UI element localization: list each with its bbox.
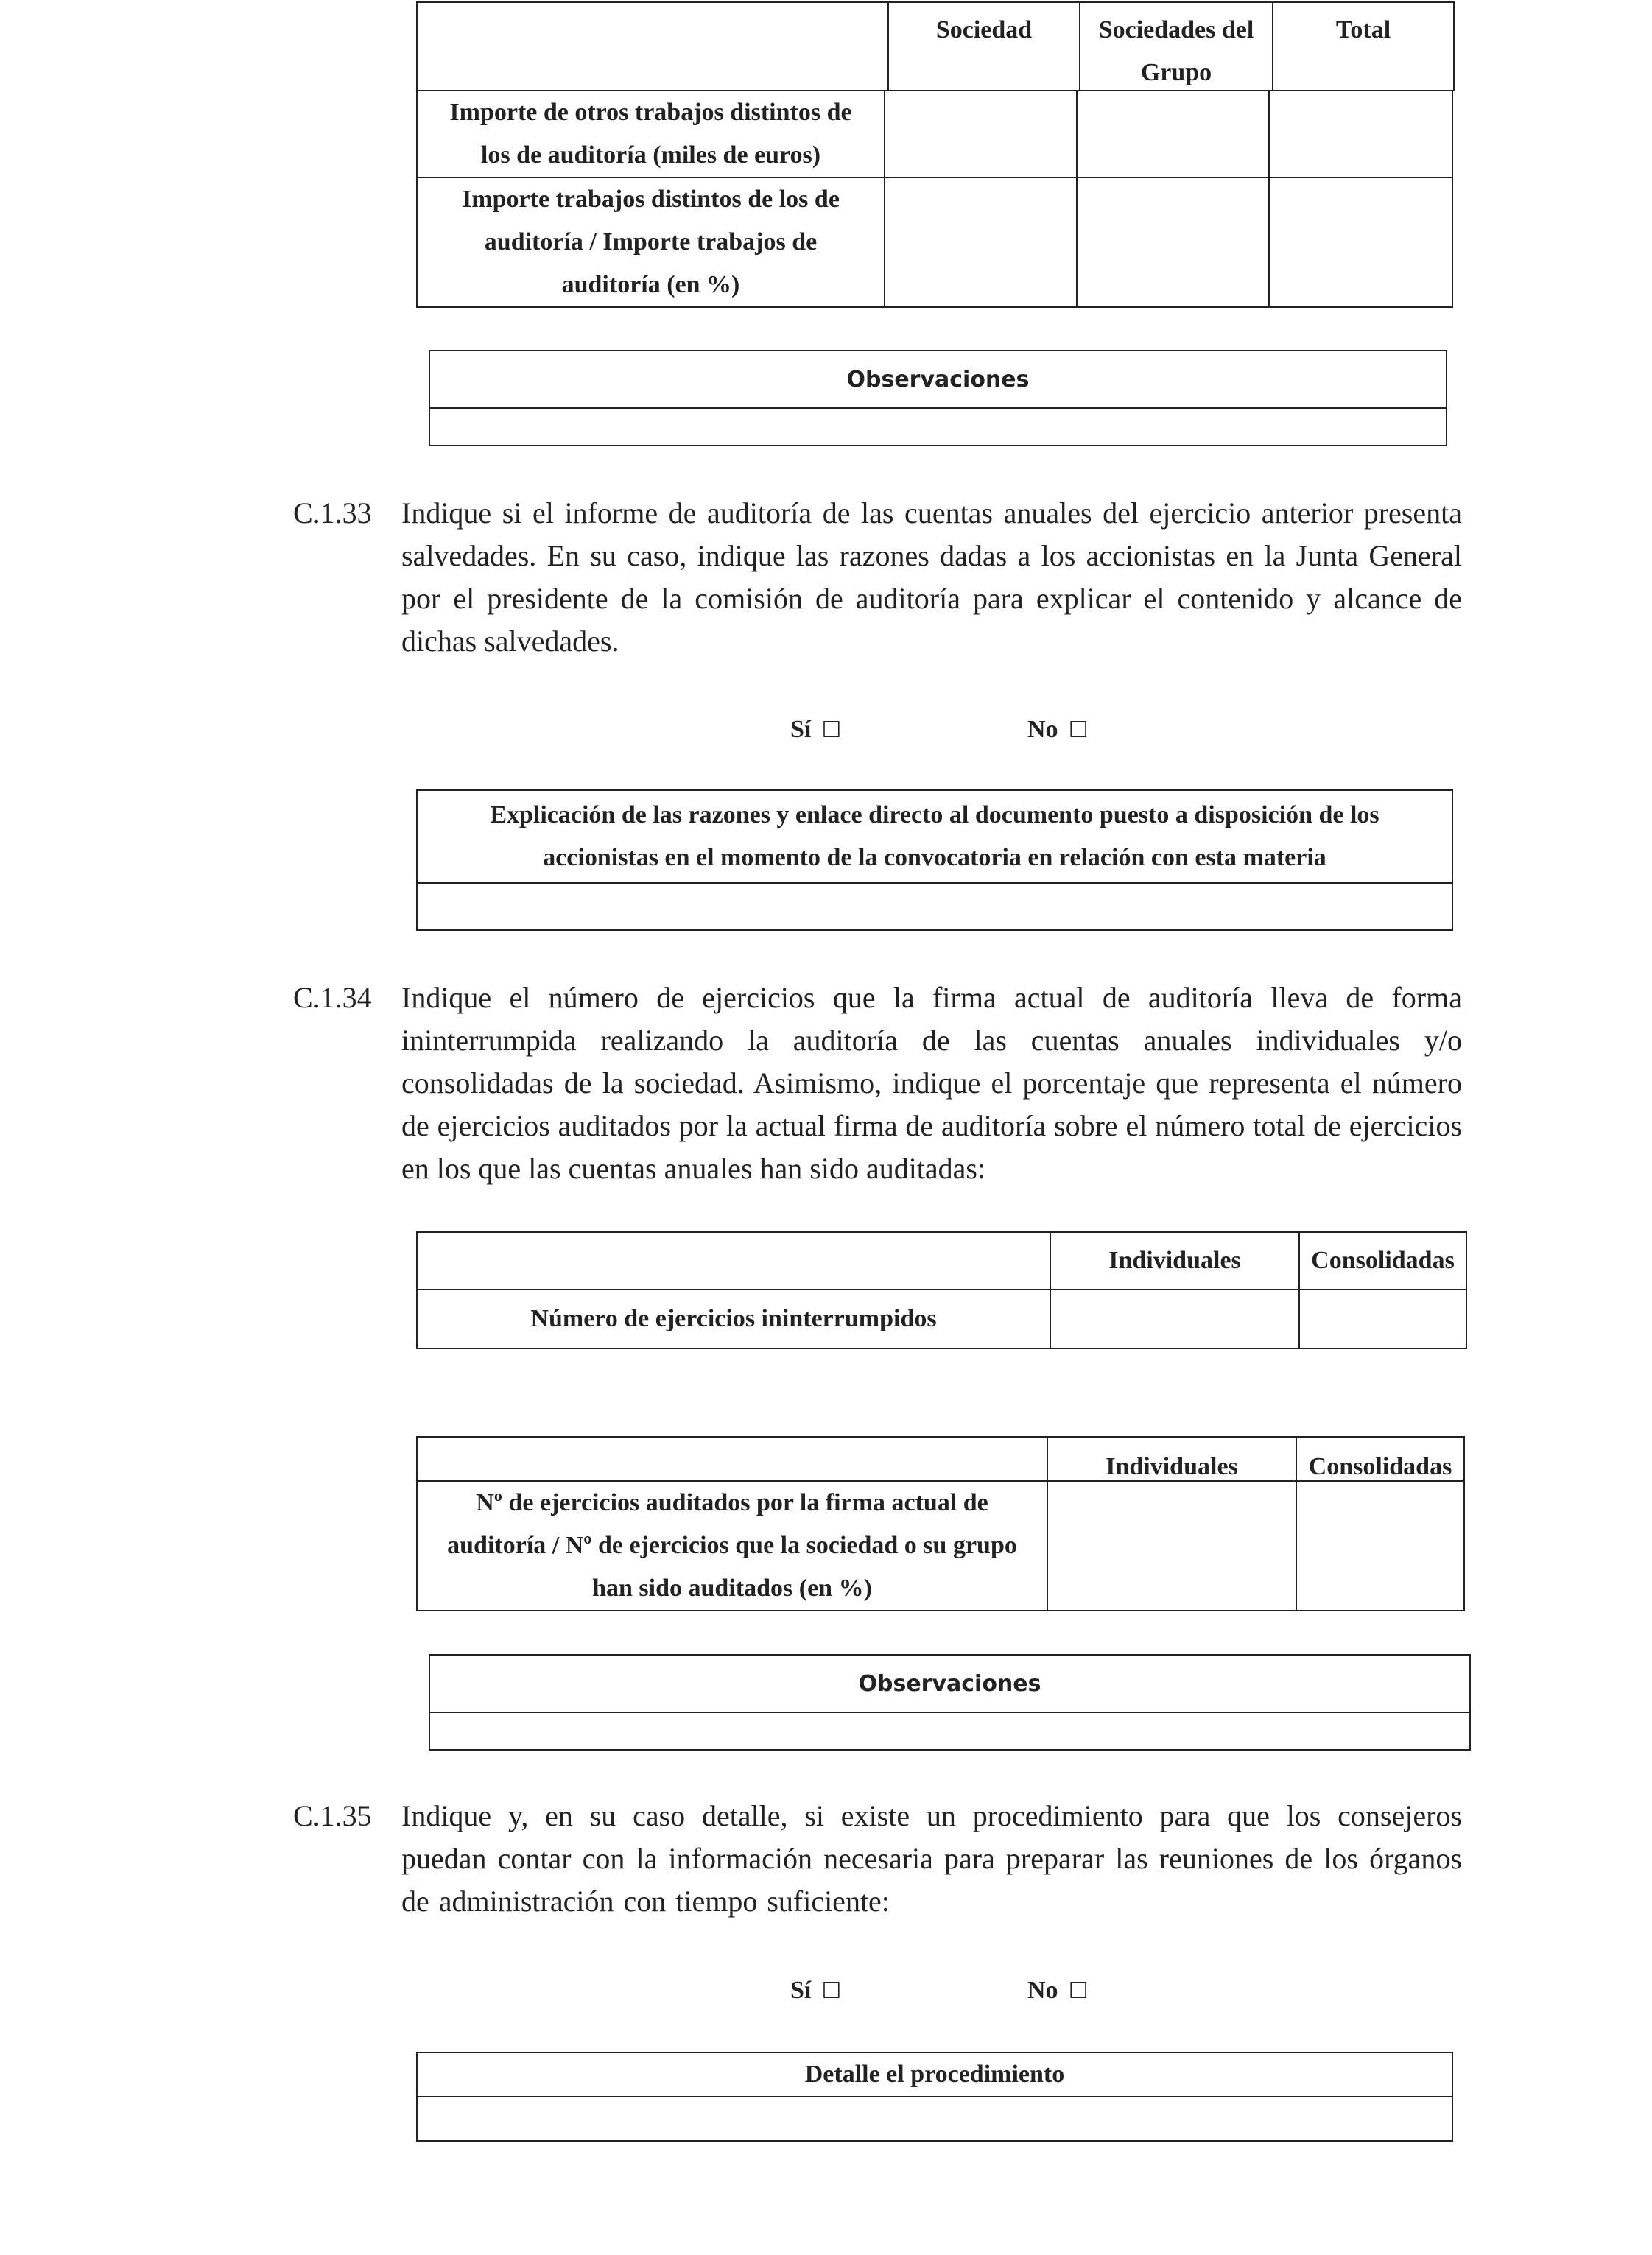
question-number: C.1.34 — [293, 981, 372, 1014]
trabajos-cell — [1076, 177, 1270, 308]
ejercicios-row-label: Número de ejercicios ininterrumpidos — [416, 1289, 1051, 1349]
trabajos-row-label-importe: Importe de otros trabajos distintos de los de auditoría (miles de euros) — [416, 90, 885, 178]
trabajos-cell — [1268, 177, 1453, 308]
trabajos-col-sociedad: Sociedad — [887, 1, 1080, 91]
c135-procedure-header: Detalle el procedimiento — [416, 2052, 1453, 2097]
c135-procedure-field — [416, 2096, 1453, 2142]
yes-label: Sí — [790, 1977, 812, 2004]
trabajos-cell — [884, 90, 1078, 178]
observaciones-header: Observaciones — [429, 350, 1447, 409]
porcentaje-cell — [1047, 1480, 1297, 1611]
trabajos-row-label-ratio: Importe trabajos distintos de los de auditoría / Importe trabajos de auditoría (en %) — [416, 177, 885, 308]
trabajos-col-sociedades-grupo: Sociedades del Grupo — [1079, 1, 1273, 91]
trabajos-cell — [1076, 90, 1270, 178]
question-text: Indique el número de ejercicios que la firma actual de auditoría lleva de forma ininterrumpida realizando la auditoría de las cuentas anuales individuales y/o consolidadas de la sociedad. Asimismo, indique el porcentaje que representa el número de ejercicios auditados por la actual firma de auditoría sobre el número total de ejercicios en los que las cuentas anuales han sido auditadas: — [401, 981, 1462, 1185]
question-text: Indique y, en su caso detalle, si existe un procedimiento para que los consejeros puedan contar con la información necesaria para preparar las reuniones de los órganos de administración con tiempo suficiente: — [401, 1799, 1462, 1918]
ejercicios-cell — [1050, 1289, 1300, 1349]
checkbox-icon[interactable]: ☐ — [821, 1978, 842, 2004]
trabajos-cell — [1268, 90, 1453, 178]
c135-yes-option[interactable] — [790, 1977, 841, 2005]
c133-yes-option[interactable] — [790, 716, 841, 744]
checkbox-icon[interactable]: ☐ — [821, 717, 842, 743]
trabajos-cell — [884, 177, 1078, 308]
ejercicios-col-consolidadas: Consolidadas — [1298, 1231, 1467, 1290]
checkbox-icon[interactable]: ☐ — [1068, 717, 1089, 743]
porcentaje-row-label: Nº de ejercicios auditados por la firma actual de auditoría / Nº de ejercicios que la sociedad o su grupo han sido auditados (en %) — [416, 1480, 1048, 1611]
trabajos-header-empty-cell — [416, 1, 889, 91]
yes-label: Sí — [790, 716, 812, 743]
ejercicios-header-empty-cell — [416, 1231, 1051, 1290]
porcentaje-col-individuales: Individuales — [1047, 1436, 1297, 1482]
c133-explanation-header: Explicación de las razones y enlace directo al documento puesto a disposición de los accionistas en el momento de la convocatoria en relación con esta materia — [416, 789, 1453, 884]
porcentaje-cell — [1296, 1480, 1465, 1611]
no-label: No — [1027, 716, 1058, 743]
c133-explanation-field — [416, 882, 1453, 931]
observaciones-field — [429, 1712, 1471, 1751]
ejercicios-cell — [1298, 1289, 1467, 1349]
trabajos-col-total: Total — [1272, 1, 1455, 91]
porcentaje-col-consolidadas: Consolidadas — [1296, 1436, 1465, 1482]
porcentaje-header-empty-cell — [416, 1436, 1048, 1482]
question-number: C.1.33 — [293, 496, 372, 530]
observaciones-field — [429, 407, 1447, 446]
c133-no-option[interactable] — [1027, 716, 1088, 744]
question-number: C.1.35 — [293, 1799, 372, 1832]
no-label: No — [1027, 1977, 1058, 2004]
c135-no-option[interactable] — [1027, 1977, 1088, 2005]
observaciones-header: Observaciones — [429, 1654, 1471, 1713]
checkbox-icon[interactable]: ☐ — [1068, 1978, 1089, 2004]
ejercicios-col-individuales: Individuales — [1050, 1231, 1300, 1290]
question-text: Indique si el informe de auditoría de las cuentas anuales del ejercicio anterior presenta salvedades. En su caso, indique las razones dadas a los accionistas en la Junta General por el presidente de la comisión de auditoría para explicar el contenido y alcance de dichas salvedades. — [401, 496, 1462, 658]
